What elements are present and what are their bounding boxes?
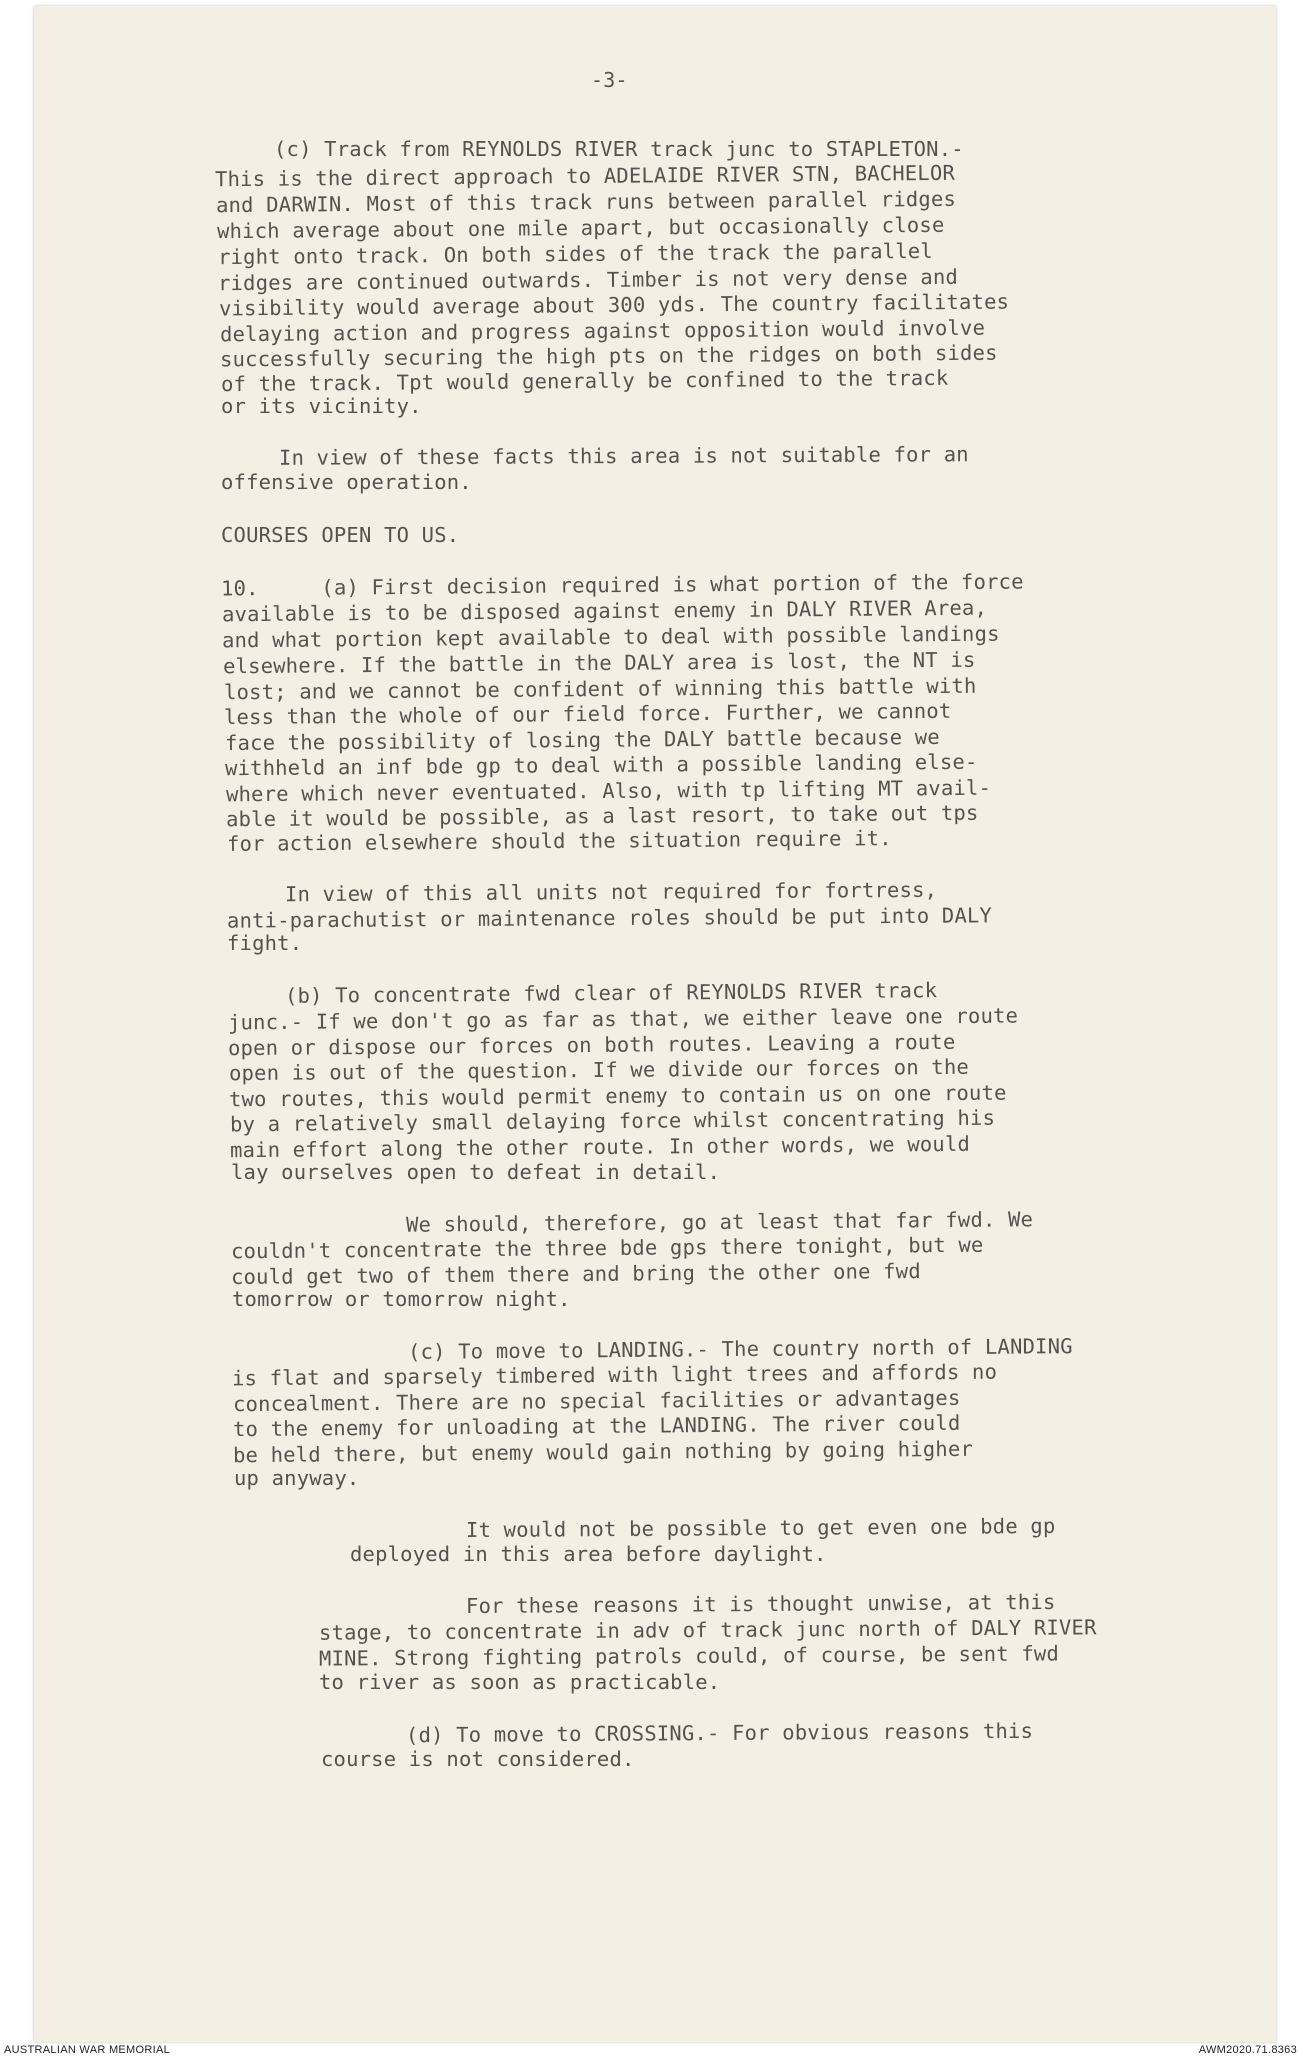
text-line: delaying action and progress against opposition would involve <box>219 315 986 347</box>
text-line: concealment. There are no special facilities or advantages <box>232 1385 961 1417</box>
text-line: available is to be disposed against enemy in DALY RIVER Area, <box>221 595 988 627</box>
text-line: main effort along the other route. In other words, we would <box>229 1131 971 1163</box>
text-line: It would not be possible to get even one bde gp <box>465 1513 1056 1543</box>
text-line: to the enemy for unloading at the LANDING. The river could <box>232 1410 961 1442</box>
text-line: by a relatively small delaying force whilst concentrating his <box>229 1105 996 1137</box>
text-line: able it would be possible, as a last resort, to take out tps <box>225 800 979 832</box>
text-line: ridges are continued outwards. Timber is not very dense and <box>217 264 959 296</box>
text-line: and DARWIN. Most of this track runs between parallel ridges <box>215 186 957 218</box>
text-line: open or dispose our forces on both routes. Leaving a route <box>227 1029 956 1061</box>
text-line: withheld an inf bde gp to deal with a possible landing else- <box>224 749 978 781</box>
text-line: is flat and sparsely timbered with light trees and affords no <box>231 1359 998 1391</box>
text-line: lost; and we cannot be confident of winning this battle with <box>223 673 977 705</box>
text-line: In view of this all units not required for fortress, <box>284 877 938 907</box>
text-line: (d) To move to CROSSING.- For obvious reasons this <box>405 1718 1034 1748</box>
text-line: or its vicinity. <box>221 394 422 418</box>
text-line: and what portion kept available to deal with possible landings <box>221 621 1000 653</box>
text-line: offensive operation. <box>221 470 472 494</box>
text-line: deployed in this area before daylight. <box>350 1542 827 1566</box>
text-line: MINE. Strong fighting patrols could, of course, be sent fwd <box>318 1641 1060 1671</box>
text-line: couldn't concentrate the three bde gps there tonight, but we <box>230 1232 984 1264</box>
text-line: face the possibility of losing the DALY battle because we <box>224 724 940 756</box>
text-line: visibility would average about 300 yds. The country facilitates <box>218 289 1010 321</box>
text-line: For these reasons it is thought unwise, at this <box>465 1589 1056 1619</box>
footer-credit: AUSTRALIAN WAR MEMORIAL <box>4 2044 171 2056</box>
text-line: up anyway. <box>234 1466 360 1490</box>
text-line: could get two of them there and bring the other one fwd <box>230 1258 921 1290</box>
text-line: We should, therefore, go at least that far fwd. We <box>405 1207 1034 1237</box>
text-line: stage, to concentrate in adv of track junc north of DALY RIVER <box>318 1615 1097 1645</box>
text-line: open is out of the question. If we divide our forces on the <box>228 1054 970 1086</box>
section-heading: COURSES OPEN TO US. <box>221 523 460 547</box>
text-line: (b) To concentrate fwd clear of REYNOLDS RIVER track <box>284 978 938 1008</box>
text-line: anti-parachutist or maintenance roles should be put into DALY <box>226 903 993 933</box>
text-line: junc.- If we don't go as far as that, we either leave one route <box>227 1003 1019 1035</box>
text-line: where which never eventuated. Also, with tp lifting MT avail- <box>225 775 992 807</box>
page-number: -3- <box>591 68 628 92</box>
text-line: two routes, this would permit enemy to contain us on one route <box>228 1080 1007 1112</box>
document-page <box>34 6 1276 2042</box>
text-line: less than the whole of our field force. Further, we cannot <box>223 698 952 730</box>
text-line: for action elsewhere should the situation require it. <box>226 826 892 856</box>
text-line: lay ourselves open to defeat in detail. <box>231 1160 721 1184</box>
text-line: tomorrow or tomorrow night. <box>232 1287 571 1311</box>
footer-reference: AWM2020.71.8363 <box>1198 2044 1297 2056</box>
text-line: (c) To move to LANDING.- The country north of LANDING <box>407 1334 1073 1364</box>
text-line: of the track. Tpt would generally be confined to the track <box>220 365 949 397</box>
text-line: elsewhere. If the battle in the DALY area is lost, the NT is <box>222 647 976 679</box>
text-line: course is not considered. <box>321 1747 635 1771</box>
text-line: which average about one mile apart, but occasionally close <box>216 212 945 244</box>
text-line: In view of these facts this area is not suitable for an <box>278 442 969 470</box>
text-line: 10. (a) First decision required is what portion of the force <box>220 569 1024 601</box>
typed-text <box>34 6 1276 2042</box>
text-line: be held there, but enemy would gain nothing by going higher <box>232 1436 974 1468</box>
text-line: right onto track. On both sides of the track the parallel <box>217 238 933 270</box>
text-line: successfully securing the high pts on the ridges on both sides <box>219 340 998 372</box>
text-line: This is the direct approach to ADELAIDE RIVER STN, BACHELOR <box>214 160 956 192</box>
text-line: to river as soon as practicable. <box>319 1670 721 1694</box>
text-line: fight. <box>227 931 303 955</box>
text-line: (c) Track from REYNOLDS RIVER track junc to STAPLETON.- <box>274 137 964 161</box>
